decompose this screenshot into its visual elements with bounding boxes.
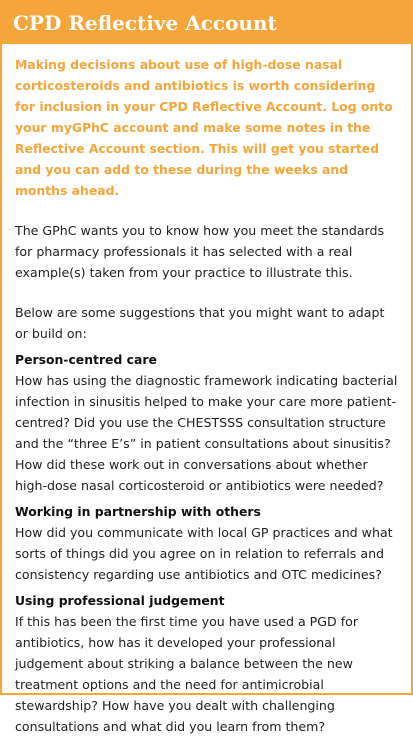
intro-paragraph: Making decisions about use of high-dose nasal corticosteroids and antibiotics is worth considering for inclusion in your CPD Reflective Account. Log onto your myGPhC account and make some notes in the Reflective Account section. This will get you started and you can add to these during the weeks and months ahead. [15,57,393,198]
section-body: If this has been the first time you have used a PGD for antibiotics, how has it developed your professional judgement about striking a balance between the new treatment options and the need for antimicrobial stewardship? How have you dealt with challenging consultations and what did you learn from them? [15,614,359,734]
section-working-in-partnership [15,502,399,585]
section-body: How did you communicate with local GP practices and what sorts of things did you agree on in relation to referrals and consistency regarding use antibiotics and OTC medicines? [15,525,393,582]
box-content [2,44,411,737]
section-body: How has using the diagnostic framework indicating bacterial infection in sinusitis helped to make your care more patient-centred? Did you use the CHESTSSS consultation structure and the “three E’s” in patient consultations about sinusitis? How did these work out in conversations about whether high-dose nasal corticosteroid or antibiotics were needed? [15,373,398,493]
section-professional-judgement [15,591,399,737]
section-heading: Person-centred care [15,352,157,367]
box-title: CPD Reflective Account [13,11,277,35]
section-heading: Using professional judgement [15,593,225,608]
section-person-centred-care [15,350,399,496]
suggestions-paragraph: Below are some suggestions that you might want to adapt or build on: [15,305,385,341]
box-header [2,2,411,44]
gphc-paragraph: The GPhC wants you to know how you meet the standards for pharmacy professionals it has selected with a real example(s) taken from your practice to illustrate this. [15,223,385,280]
section-heading: Working in partnership with others [15,504,261,519]
